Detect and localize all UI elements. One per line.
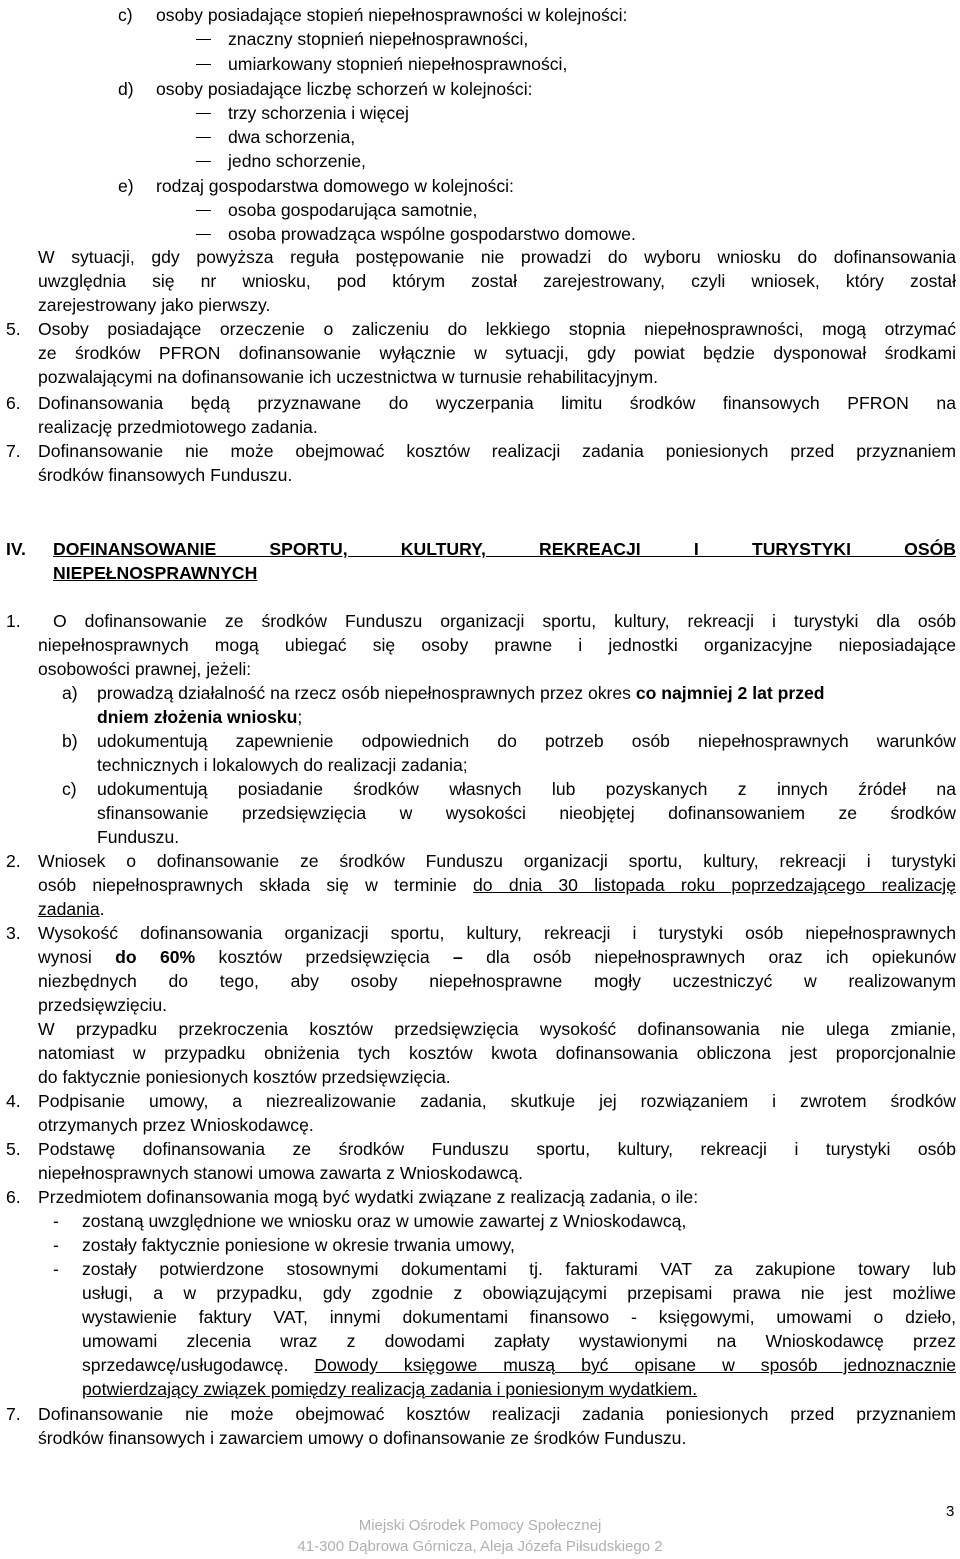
text-fragment: dla osób niepełnosprawnych oraz ich opiekunów xyxy=(462,947,956,967)
list-marker-d: d) xyxy=(118,79,134,99)
point-number: 2. xyxy=(6,851,21,871)
paragraph-line: pozwalającymi na dofinansowanie ich uczestnictwa w turnusie rehabilitacyjnym. xyxy=(38,367,658,387)
list-item: umiarkowany stopnień niepełnosprawności, xyxy=(228,54,568,74)
paragraph-line: Wysokość dofinansowania organizacji sportu, kultury, rekreacji i turystyki osób niepełnosprawnych xyxy=(38,923,956,943)
paragraph-line: O dofinansowanie ze środków Funduszu organizacji sportu, kultury, rekreacji i turystyki dla osób xyxy=(53,611,956,631)
list-item: umowami zlecenia wraz z dowodami zapłaty wystawionymi na Wnioskodawcę przez xyxy=(82,1331,956,1351)
list-item: usługi, a w przypadku, gdy zgodnie z obowiązującymi przepisami prawa nie jest możliwe xyxy=(82,1283,956,1303)
point-number: 7. xyxy=(6,441,21,461)
text-fragment-bold: do 60% xyxy=(115,947,196,967)
list-marker: c) xyxy=(62,779,77,799)
tie-rule-line: zarejestrowany jako pierwszy. xyxy=(38,295,271,315)
paragraph-line: Dofinansowania będą przyznawane do wyczerpania limitu środków finansowych PFRON na xyxy=(38,393,956,413)
list-marker: a) xyxy=(62,683,78,703)
paragraph-line: niezbędnych do tego, aby osoby niepełnosprawne mogły uczestniczyć w realizowanym xyxy=(38,971,956,991)
paragraph-line: otrzymanych przez Wnioskodawcę. xyxy=(38,1115,314,1135)
list-item: osoba prowadząca wspólne gospodarstwo domowe. xyxy=(228,224,636,244)
paragraph-line: realizację przedmiotowego zadania. xyxy=(38,417,318,437)
paragraph-line: Dofinansowanie nie może obejmować kosztów realizacji zadania poniesionych przed przyznaniem xyxy=(38,1404,956,1424)
paragraph-line xyxy=(97,705,302,729)
paragraph-line: technicznych i lokalowych do realizacji zadania; xyxy=(97,755,468,775)
paragraph-line: do faktycznie poniesionych kosztów przedsięwzięcia. xyxy=(38,1067,451,1087)
list-item: trzy schorzenia i więcej xyxy=(228,103,409,123)
paragraph-line xyxy=(38,897,105,921)
list-dash: - xyxy=(53,1211,59,1231)
paragraph-line: natomiast w przypadku obniżenia tych kosztów kwota dofinansowania obliczona jest proporcjonalnie xyxy=(38,1043,956,1063)
paragraph-line: Dofinansowanie nie może obejmować kosztów realizacji zadania poniesionych przed przyznaniem xyxy=(38,441,956,461)
dash-icon xyxy=(196,161,211,162)
section-title: NIEPEŁNOSPRAWNYCH xyxy=(53,563,258,583)
page-number: 3 xyxy=(946,1503,955,1520)
paragraph-line: W przypadku przekroczenia kosztów przedsięwzięcia wysokość dofinansowania nie ulega zmianie, xyxy=(38,1019,956,1039)
paragraph-line xyxy=(97,681,825,705)
list-marker: b) xyxy=(62,731,78,751)
list-marker-e: e) xyxy=(118,176,134,196)
paragraph-line: Przedmiotem dofinansowania mogą być wydatki związane z realizacją zadania, o ile: xyxy=(38,1187,699,1207)
footer-line: 41-300 Dąbrowa Górnicza, Aleja Józefa Piłsudskiego 2 xyxy=(297,1538,663,1555)
paragraph-line: Osoby posiadające orzeczenie o zaliczeniu do lekkiego stopnia niepełnosprawności, mogą otrzymać xyxy=(38,319,956,339)
section-title: DOFINANSOWANIE SPORTU, KULTURY, REKREACJI I TURYSTYKI OSÓB xyxy=(53,539,956,559)
list-title-c: osoby posiadające stopień niepełnosprawności w kolejności: xyxy=(156,5,628,25)
paragraph-line: niepełnosprawnych mogą ubiegać się osoby prawne i jednostki organizacyjne nieposiadające xyxy=(38,635,956,655)
dash-icon xyxy=(196,39,211,40)
point-number: 1. xyxy=(6,611,21,631)
paragraph-line: Funduszu. xyxy=(97,827,180,847)
point-number: 6. xyxy=(6,1187,21,1207)
paragraph-line: Podpisanie umowy, a niezrealizowanie zadania, skutkuje jej rozwiązaniem i zwrotem środków xyxy=(38,1091,956,1111)
point-number: 3. xyxy=(6,923,21,943)
text-fragment: osób niepełnosprawnych składa się w terminie xyxy=(38,875,474,895)
paragraph-line: udokumentują zapewnienie odpowiednich do potrzeb osób niepełnosprawnych warunków xyxy=(97,731,956,751)
text-fragment: . xyxy=(99,899,105,919)
list-item: zostały faktycznie poniesione w okresie trwania umowy, xyxy=(82,1235,515,1255)
dash-icon xyxy=(196,64,211,65)
footer-line: Miejski Ośrodek Pomocy Społecznej xyxy=(358,1517,602,1534)
list-item: wystawienie faktury VAT, innymi dokumentami finansowo - księgowymi, umowami o dzieło, xyxy=(82,1307,956,1327)
paragraph-line: udokumentują posiadanie środków własnych lub pozyskanych z innych źródeł na xyxy=(97,779,956,799)
list-dash: - xyxy=(53,1235,59,1255)
text-fragment: ; xyxy=(297,707,303,727)
paragraph-line: Podstawę dofinansowania ze środków Funduszu sportu, kultury, rekreacji i turystyki osób xyxy=(38,1139,956,1159)
paragraph-line: ze środków PFRON dofinansowanie wyłącznie w sytuacji, gdy powiat będzie dysponował środkami xyxy=(38,343,956,363)
list-item: zostały potwierdzone stosownymi dokumentami tj. fakturami VAT za zakupione towary lub xyxy=(82,1259,956,1279)
list-item: znaczny stopnień niepełnosprawności, xyxy=(228,29,529,49)
dash-icon xyxy=(196,234,211,235)
paragraph-line: sfinansowanie przedsięwzięcia w wysokości nieobjętej dofinansowaniem ze środków xyxy=(97,803,956,823)
point-number: 5. xyxy=(6,1139,21,1159)
dash-icon xyxy=(196,113,211,114)
text-fragment-underlined: Dowody księgowe muszą być opisane w sposób jednoznacznie xyxy=(314,1355,956,1375)
text-fragment: sprzedawcę/usługodawcę. xyxy=(82,1355,315,1375)
paragraph-line: osobowości prawnej, jeżeli: xyxy=(38,659,252,679)
list-marker-c: c) xyxy=(118,5,133,25)
text-fragment: kosztów przedsięwzięcia xyxy=(195,947,453,967)
point-number: 7. xyxy=(6,1404,21,1424)
tie-rule-line: uwzględnia się nr wniosku, pod którym został zarejestrowany, czyli wniosek, który został xyxy=(38,271,956,291)
paragraph-line xyxy=(38,945,956,969)
list-item: dwa schorzenia, xyxy=(228,127,356,147)
list-dash: - xyxy=(53,1259,59,1279)
paragraph-line: przedsięwzięciu. xyxy=(38,995,168,1015)
list-item: potwierdzający związek pomiędzy realizacją zadania i poniesionym wydatkiem. xyxy=(82,1379,698,1399)
paragraph-line xyxy=(38,873,956,897)
paragraph-line: niepełnosprawnych stanowi umowa zawarta z Wnioskodawcą. xyxy=(38,1163,524,1183)
list-item xyxy=(82,1353,956,1377)
deadline-underlined: zadania xyxy=(38,899,100,919)
paragraph-line: środków finansowych Funduszu. xyxy=(38,465,293,485)
text-fragment-bold: – xyxy=(453,947,463,967)
text-fragment: wynosi xyxy=(38,947,116,967)
text-fragment-bold: dniem złożenia wniosku xyxy=(97,707,298,727)
dash-icon xyxy=(196,137,211,138)
dash-icon xyxy=(196,210,211,211)
list-item: jedno schorzenie, xyxy=(228,151,366,171)
list-item: osoba gospodarująca samotnie, xyxy=(228,200,478,220)
paragraph-line: Wniosek o dofinansowanie ze środków Funduszu organizacji sportu, kultury, rekreacji i turystyki xyxy=(38,851,956,871)
point-number: 4. xyxy=(6,1091,21,1111)
list-item: zostaną uwzględnione we wniosku oraz w umowie zawartej z Wnioskodawcą, xyxy=(82,1211,687,1231)
point-number: 6. xyxy=(6,393,21,413)
deadline-underlined: do dnia 30 listopada roku poprzedzającego realizację xyxy=(473,875,956,895)
point-number: 5. xyxy=(6,319,21,339)
paragraph-line: środków finansowych i zawarciem umowy o dofinansowanie ze środków Funduszu. xyxy=(38,1428,687,1448)
text-fragment-bold: co najmniej 2 lat przed xyxy=(635,683,825,703)
text-fragment: prowadzą działalność na rzecz osób niepełnosprawnych przez okres xyxy=(97,683,636,703)
list-title-d: osoby posiadające liczbę schorzeń w kolejności: xyxy=(156,79,533,99)
list-title-e: rodzaj gospodarstwa domowego w kolejności: xyxy=(156,176,514,196)
tie-rule-line: W sytuacji, gdy powyższa reguła postępowanie nie prowadzi do wyboru wniosku do dofinansowania xyxy=(38,247,956,267)
section-number: IV. xyxy=(6,539,26,559)
